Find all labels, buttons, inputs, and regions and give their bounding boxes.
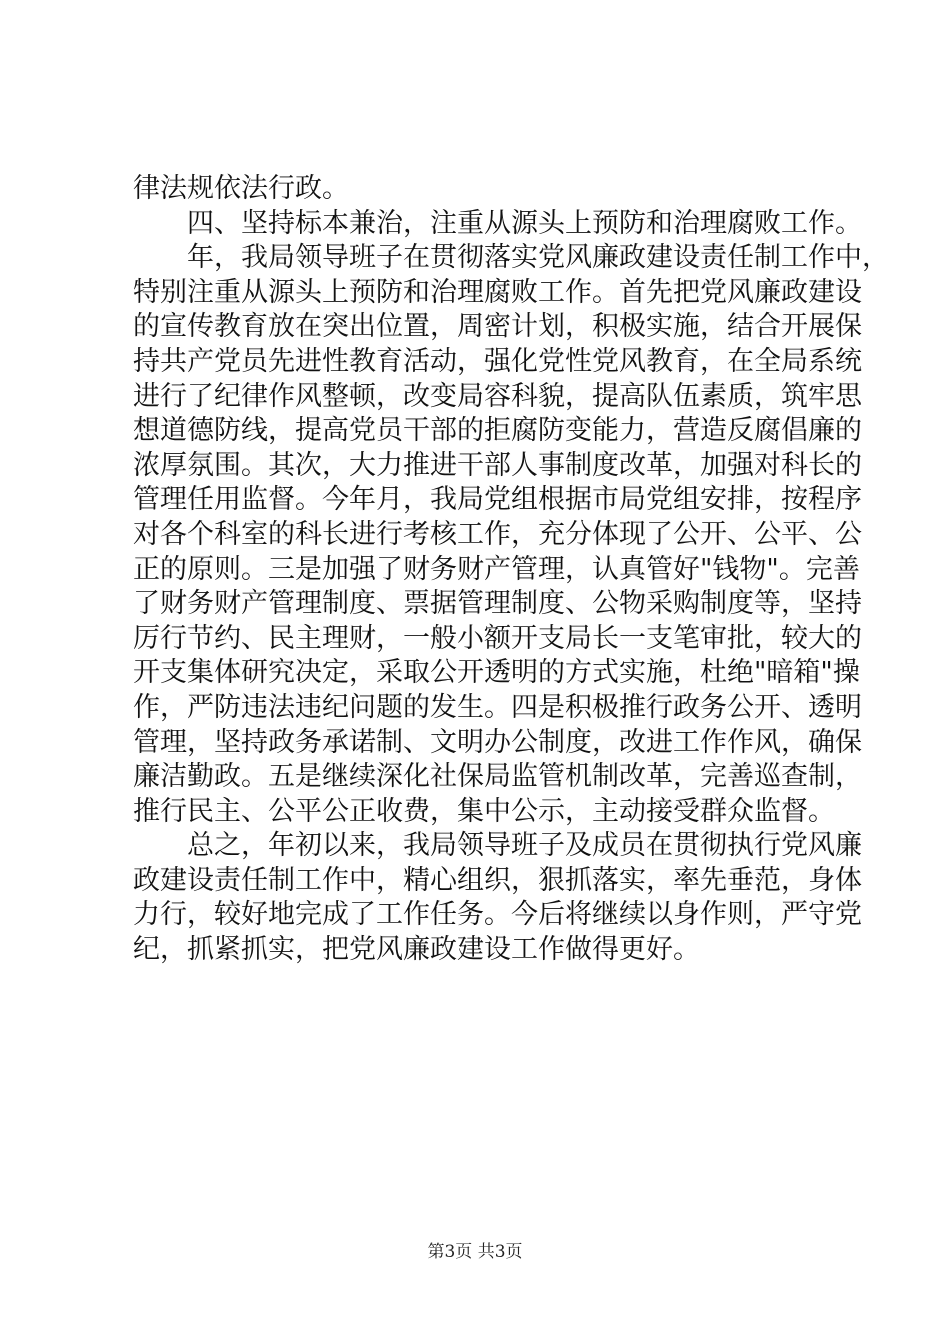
page-number-footer: 第3页 共3页 (427, 1242, 523, 1262)
text-line: 管理任用监督。今年月，我局党组根据市局党组安排，按程序 (133, 484, 862, 516)
text-line: 进行了纪律作风整顿，改变局容科貌，提高队伍素质，筑牢思 (133, 380, 862, 412)
text-line: 开支集体研究决定，采取公开透明的方式实施，杜绝"暗箱"操 (133, 657, 860, 689)
text-line: 作，严防违法违纪问题的发生。四是积极推行政务公开、透明 (133, 691, 862, 723)
text-line: 律法规依法行政。 (133, 173, 349, 204)
text-line: 了财务财产管理制度、票据管理制度、公物采购制度等，坚持 (133, 588, 862, 620)
text-line: 持共产党员先进性教育活动，强化党性党风教育，在全局系统 (133, 345, 862, 377)
text-line: 力行，较好地完成了工作任务。今后将继续以身作则，严守党 (133, 899, 862, 931)
body-text (133, 172, 889, 968)
text-line: 廉洁勤政。五是继续深化社保局监管机制改革，完善巡查制， (133, 761, 862, 793)
text-line: 管理，坚持政务承诺制、文明办公制度，改进工作作风，确保 (133, 726, 862, 758)
text-line: 的宣传教育放在突出位置，周密计划，积极实施，结合开展保 (133, 311, 862, 343)
text-line: 推行民主、公平公正收费，集中公示，主动接受群众监督。 (133, 795, 835, 827)
text-line: 政建设责任制工作中，精心组织，狠抓落实，率先垂范，身体 (133, 864, 862, 896)
text-line: 想道德防线，提高党员干部的拒腐防变能力，营造反腐倡廉的 (133, 415, 862, 447)
text-line: 厉行节约、民主理财，一般小额开支局长一支笔审批，较大的 (133, 622, 862, 654)
paragraph-first-line: 年，我局领导班子在贯彻落实党风廉政建设责任制工作中， (187, 242, 889, 274)
text-line: 正的原则。三是加强了财务财产管理，认真管好"钱物"。完善 (133, 553, 860, 585)
text-line: 对各个科室的科长进行考核工作，充分体现了公开、公平、公 (133, 518, 862, 550)
text-line: 特别注重从源头上预防和治理腐败工作。首先把党风廉政建设 (133, 276, 862, 308)
paragraph-first-line: 总之，年初以来，我局领导班子及成员在贯彻执行党风廉 (187, 830, 862, 862)
text-line: 纪，抓紧抓实，把党风廉政建设工作做得更好。 (133, 934, 700, 966)
section-heading: 四、坚持标本兼治，注重从源头上预防和治理腐败工作。 (187, 207, 862, 239)
text-line: 浓厚氛围。其次，大力推进干部人事制度改革，加强对科长的 (133, 449, 862, 481)
